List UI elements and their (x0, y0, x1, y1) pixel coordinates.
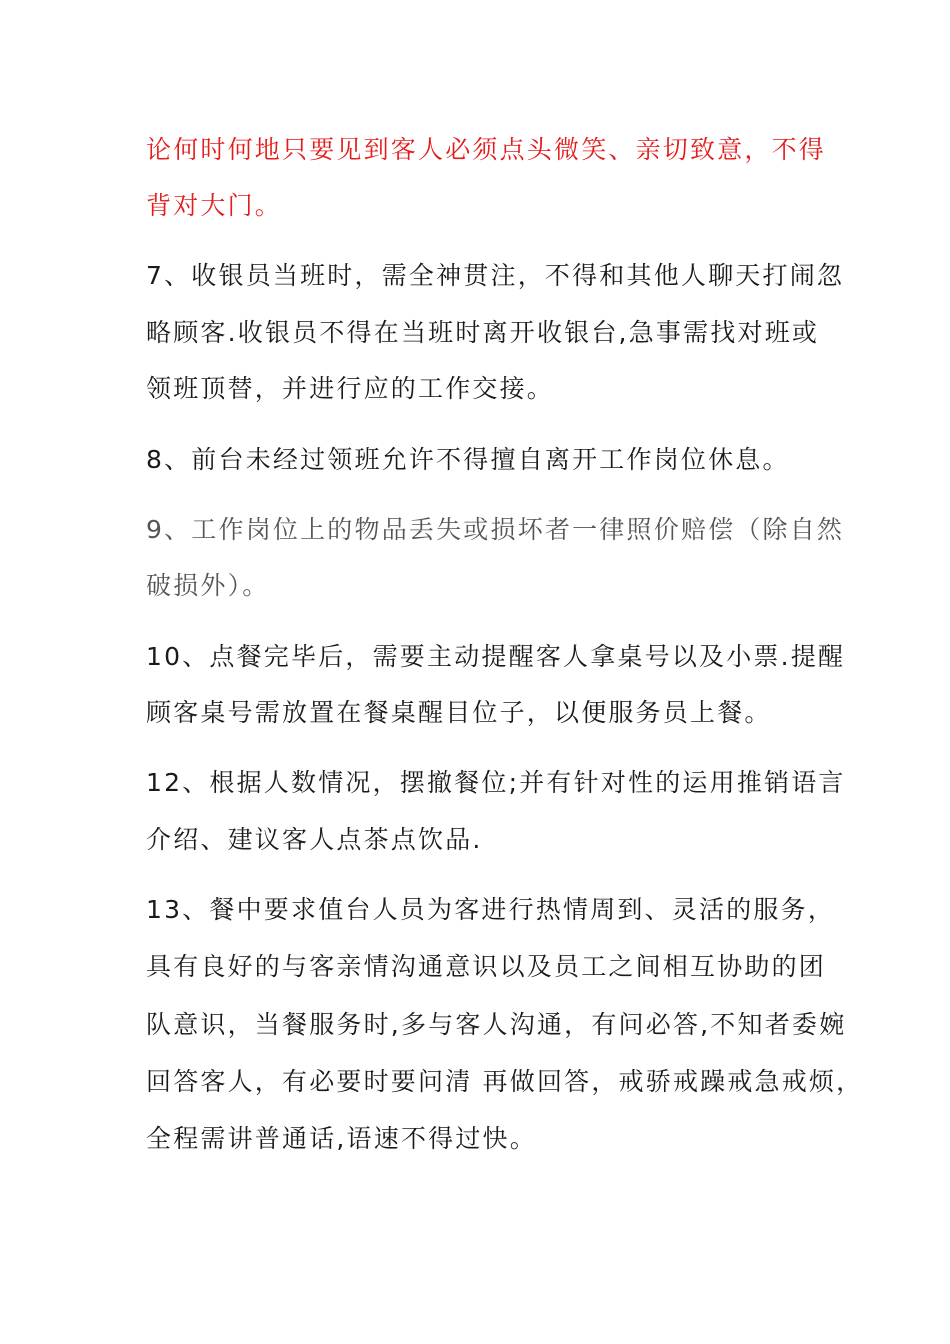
paragraph-8-line-1: 8、前台未经过领班允许不得擅自离开工作岗位休息。 (146, 445, 790, 474)
paragraph-13-line-3: 队意识，当餐服务时,多与客人沟通，有问必答,不知者委婉 (146, 1010, 847, 1039)
paragraph-9-line-1: 9、工作岗位上的物品丢失或损坏者一律照价赔偿（除自然 (146, 515, 845, 544)
paragraph-10-line-1: 10、点餐完毕后，需要主动提醒客人拿桌号以及小票.提醒 (146, 642, 846, 671)
paragraph-13-line-2: 具有良好的与客亲情沟通意识以及员工之间相互协助的团 (146, 952, 827, 981)
paragraph-6-line-1: 论何时何地只要见到客人必须点头微笑、亲切致意，不得 (146, 135, 827, 164)
paragraph-13-line-5: 全程需讲普通话,语速不得过快。 (146, 1124, 537, 1153)
paragraph-12-line-2: 介绍、建议客人点茶点饮品. (146, 825, 483, 854)
paragraph-9-line-2: 破损外）。 (146, 571, 270, 600)
paragraph-12-line-1: 12、根据人数情况，摆撤餐位;并有针对性的运用推销语言 (146, 768, 846, 797)
paragraph-7-line-1: 7、收银员当班时，需全神贯注，不得和其他人聊天打闹忽 (146, 261, 845, 290)
paragraph-6-line-2: 背对大门。 (146, 191, 283, 220)
paragraph-10-line-2: 顾客桌号需放置在餐桌醒目位子，以便服务员上餐。 (146, 698, 772, 727)
paragraph-7-line-3: 领班顶替，并进行应的工作交接。 (146, 374, 555, 403)
paragraph-13-line-4: 回答客人，有必要时要问清 再做回答，戒骄戒躁戒急戒烦， (146, 1067, 864, 1096)
paragraph-13-line-1: 13、餐中要求值台人员为客进行热情周到、灵活的服务， (146, 895, 836, 924)
paragraph-7-line-2: 略顾客.收银员不得在当班时离开收银台,急事需找对班或 (146, 318, 820, 347)
